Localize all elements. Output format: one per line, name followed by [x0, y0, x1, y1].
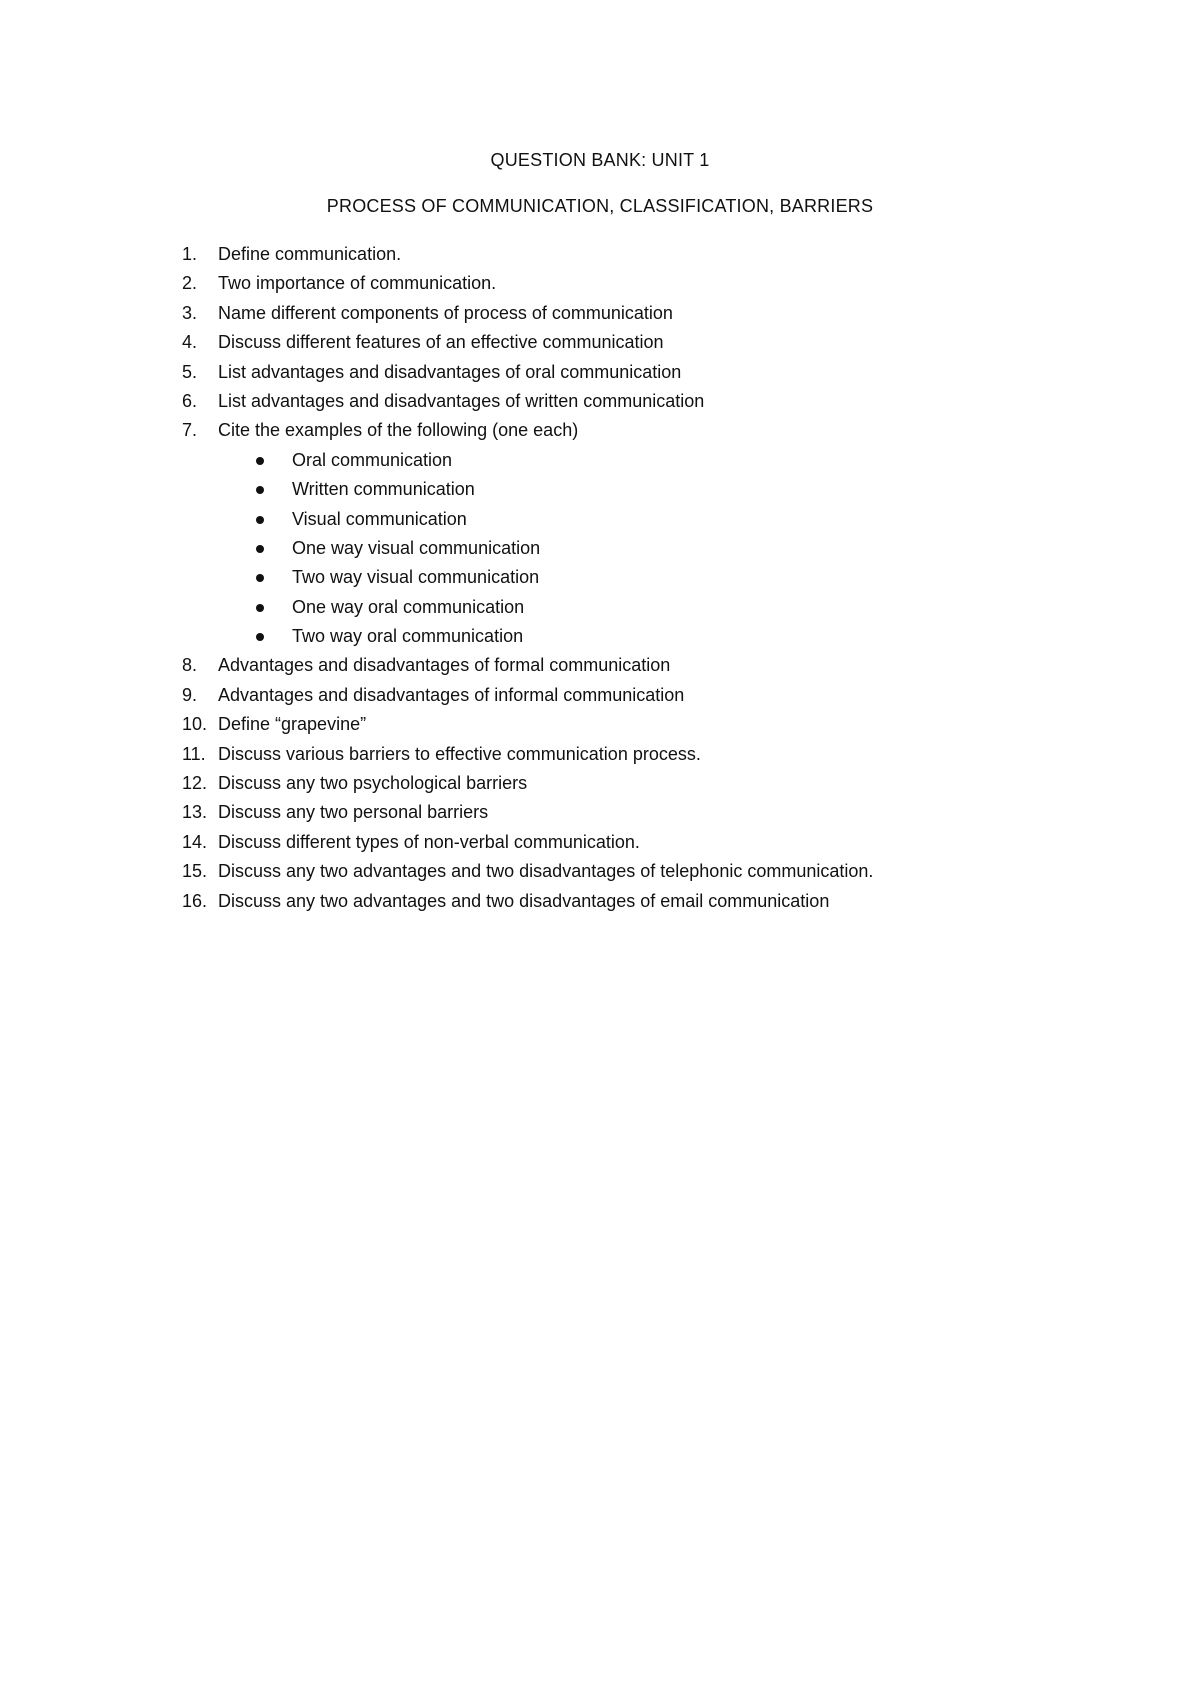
question-text: Two importance of communication. — [218, 273, 497, 294]
question-number: 4. — [182, 332, 198, 353]
example-item — [182, 505, 1142, 534]
bullet-icon — [256, 574, 264, 582]
question-text: Cite the examples of the following (one each) — [218, 420, 579, 441]
question-text: Discuss any two advantages and two disadvantages of email communication — [218, 890, 830, 911]
question-number: 5. — [182, 361, 198, 382]
question-text: Advantages and disadvantages of formal communication — [218, 655, 671, 676]
question-text: Discuss any two personal barriers — [218, 802, 489, 823]
question-number: 2. — [182, 273, 198, 294]
question-item — [182, 798, 1142, 827]
question-text: List advantages and disadvantages of oral communication — [218, 361, 682, 382]
example-item — [182, 622, 1142, 651]
question-number: 8. — [182, 655, 198, 676]
question-number: 1. — [182, 244, 198, 264]
question-item — [182, 328, 1142, 357]
example-text: Two way oral communication — [292, 626, 524, 647]
question-text: Define communication. — [218, 244, 402, 264]
question-text: Name different components of process of communication — [218, 302, 673, 323]
bullet-icon — [256, 604, 264, 612]
question-item — [182, 416, 1142, 445]
question-item — [182, 710, 1142, 739]
question-text: List advantages and disadvantages of written communication — [218, 390, 705, 411]
question-number: 11. — [182, 743, 206, 764]
question-item — [182, 887, 1142, 916]
example-item — [182, 446, 1142, 475]
question-item — [182, 769, 1142, 798]
question-text: Advantages and disadvantages of informal communication — [218, 684, 685, 705]
question-number: 3. — [182, 302, 198, 323]
page-subtitle: PROCESS OF COMMUNICATION, CLASSIFICATION, BARRIERS — [326, 196, 874, 216]
question-text: Discuss any two psychological barriers — [218, 773, 528, 794]
question-number: 9. — [182, 684, 198, 705]
question-item — [182, 358, 1142, 387]
question-number: 15. — [182, 861, 208, 882]
bullet-icon — [256, 633, 264, 641]
question-item — [182, 681, 1142, 710]
question-text: Discuss different features of an effective communication — [218, 332, 664, 353]
question-number: 12. — [182, 773, 208, 794]
example-text: One way visual communication — [292, 537, 541, 558]
bullet-icon — [256, 486, 264, 494]
example-text: Two way visual communication — [292, 567, 540, 588]
example-text: One way oral communication — [292, 596, 525, 617]
bullet-icon — [256, 457, 264, 465]
question-text: Discuss various barriers to effective communication process. — [218, 743, 701, 764]
example-item — [182, 534, 1142, 563]
page-title: QUESTION BANK: UNIT 1 — [490, 150, 710, 170]
example-item — [182, 475, 1142, 504]
bullet-icon — [256, 516, 264, 524]
question-number: 10. — [182, 714, 208, 735]
question-number: 13. — [182, 802, 208, 823]
example-item — [182, 593, 1142, 622]
question-list — [182, 240, 1142, 916]
bullet-icon — [256, 545, 264, 553]
question-item — [182, 387, 1142, 416]
question-item — [182, 857, 1142, 886]
question-number: 14. — [182, 831, 208, 852]
example-text: Written communication — [292, 479, 475, 500]
example-text: Oral communication — [292, 449, 453, 470]
question-number: 16. — [182, 890, 208, 911]
question-item — [182, 740, 1142, 769]
example-item — [182, 563, 1142, 592]
question-text: Discuss different types of non-verbal communication. — [218, 831, 640, 852]
question-item — [182, 299, 1142, 328]
example-text: Visual communication — [292, 508, 467, 529]
question-number: 6. — [182, 390, 198, 411]
question-item — [182, 651, 1142, 680]
question-item — [182, 828, 1142, 857]
question-item — [182, 269, 1142, 298]
question-item — [182, 240, 1142, 269]
question-text: Define “grapevine” — [218, 714, 367, 735]
question-text: Discuss any two advantages and two disadvantages of telephonic communication. — [218, 861, 874, 882]
question-number: 7. — [182, 420, 198, 441]
